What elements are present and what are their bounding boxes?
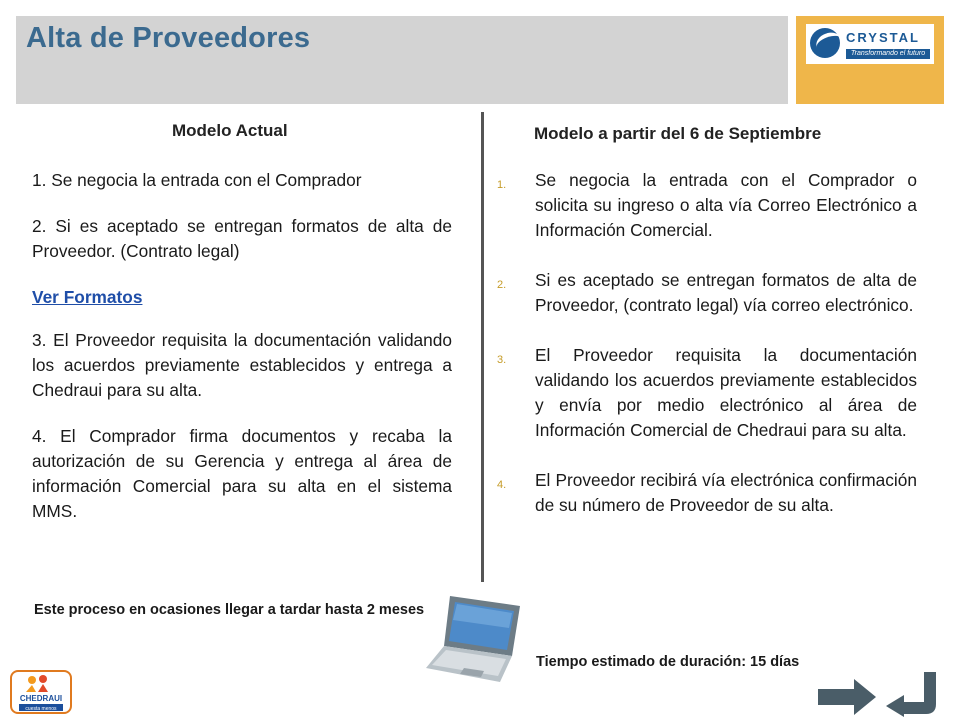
list-number: 1. (497, 179, 507, 191)
right-item-3 (497, 343, 917, 443)
crystal-logo (796, 16, 944, 104)
page-title: Alta de Proveedores (26, 22, 311, 54)
list-text: El Proveedor requisita la documentación validando los acuerdos previamente establecidos y envía por medio electrónico al área de Información Comercial de Chedraui para su alta. (535, 345, 917, 440)
left-item-1: 1. Se negocia la entrada con el Comprador (32, 170, 362, 190)
list-text: Si es aceptado se entregan formatos de alta de Proveedor, (contrato legal) vía correo electrónico. (535, 270, 917, 315)
chedraui-logo (10, 670, 72, 714)
crystal-logo-panel (806, 24, 934, 64)
chedraui-brand: CHEDRAUI (19, 694, 63, 703)
laptop-icon (420, 590, 530, 690)
left-link-row (32, 285, 452, 310)
left-heading: Modelo Actual (172, 121, 288, 140)
right-item-4 (497, 468, 917, 518)
left-note: Este proceso en ocasiones llegar a tardar hasta 2 meses (34, 602, 425, 618)
list-text: El Proveedor recibirá vía electrónica confirmación de su número de Proveedor de su alta. (535, 470, 917, 515)
return-arrow-icon[interactable] (884, 670, 940, 718)
left-item-3: 3. El Proveedor requisita la documentación validando los acuerdos previamente establecidos y entrega a Chedraui para su alta. (32, 330, 452, 400)
list-text: Se negocia la entrada con el Comprador o solicita su ingreso o alta vía Correo Electrónico a Información Comercial. (535, 170, 917, 240)
chedraui-tagline: cuesta menos (25, 706, 57, 712)
crystal-logo-name: CRYSTAL (846, 30, 920, 45)
ver-formatos-link[interactable]: Ver Formatos (32, 287, 143, 307)
right-item-1 (497, 168, 917, 243)
left-column (32, 168, 452, 545)
list-number: 3. (497, 354, 507, 366)
right-heading: Modelo a partir del 6 de Septiembre (534, 124, 822, 143)
left-item-4: 4. El Comprador firma documentos y recaba la autorización de su Gerencia y entrega al área de información Comercial para su alta en el sistema MMS. (32, 426, 452, 521)
right-column (497, 168, 917, 543)
arrow-right-icon[interactable] (816, 677, 878, 717)
right-note: Tiempo estimado de duración: 15 días (536, 654, 800, 670)
list-number: 2. (497, 279, 507, 291)
crystal-logo-tagline: Transformando el futuro (846, 49, 930, 59)
left-item-2: 2. Si es aceptado se entregan formatos de alta de Proveedor. (Contrato legal) (32, 216, 452, 261)
column-divider (481, 112, 484, 582)
right-item-2 (497, 268, 917, 318)
list-number: 4. (497, 479, 507, 491)
